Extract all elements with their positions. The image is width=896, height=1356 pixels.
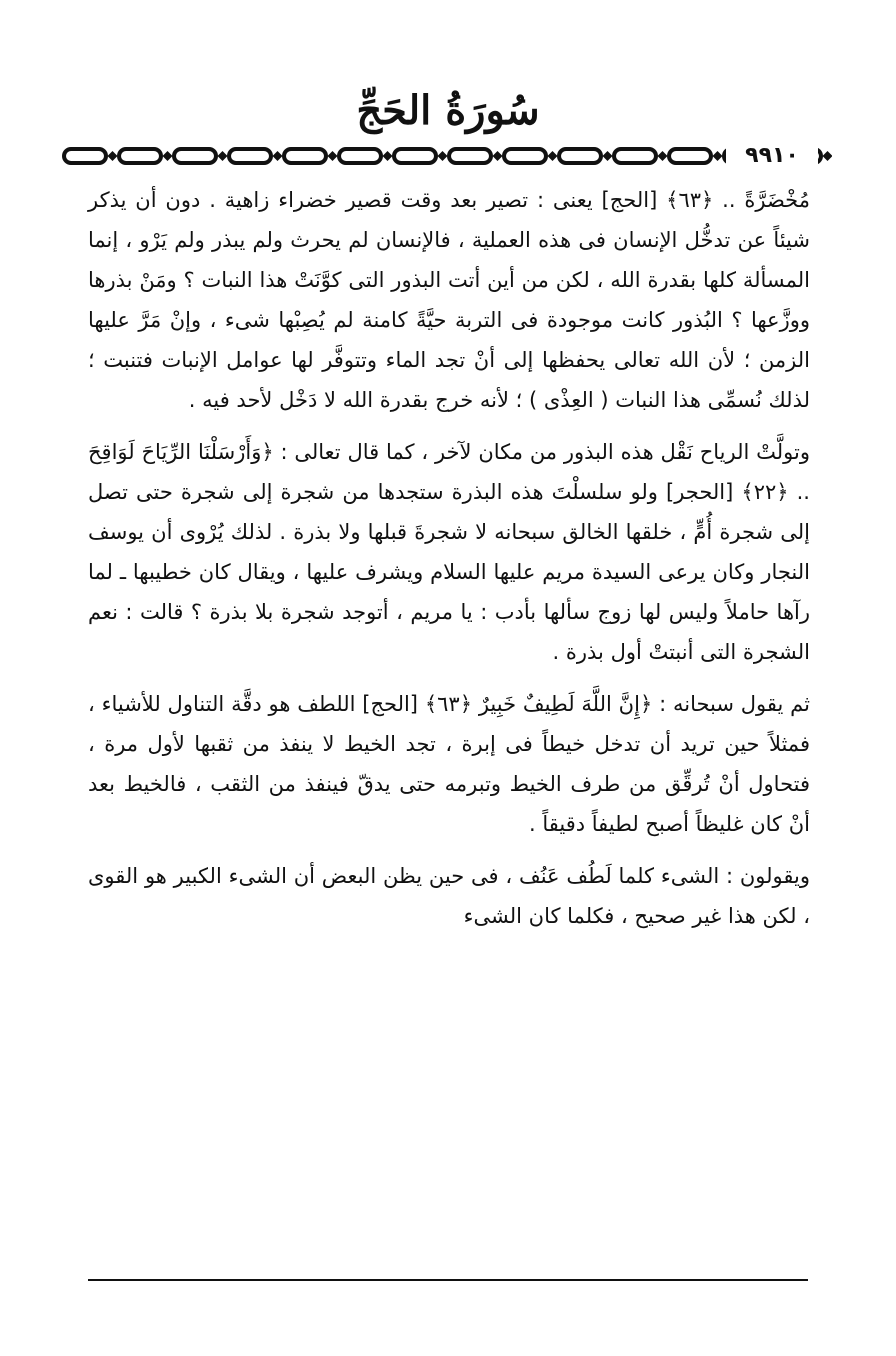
chain-link <box>174 149 216 163</box>
chain-diamond <box>823 151 833 161</box>
body-text <box>88 180 810 936</box>
chain-link <box>394 149 436 163</box>
paragraph-4: ويقولون : الشىء كلما لَطُف عَنُف ، فى حين يظن البعض أن الشىء الكبير هو القوى ، لكن هذا غير صحيح ، فكلما كان الشىء <box>88 864 810 928</box>
chain-diamond <box>383 151 393 161</box>
paragraph-1: مُخْضَرَّةً .. ﴿٦٣﴾ [الحج] يعنى : تصير بعد وقت قصير خضراء زاهية . دون أن يذكر شيئاً عن تدخُّل الإنسان فى هذه العملية ، فالإنسان لم يحرث ولم يبذر ولم يَرْو ، إنما المسألة كلها بقدرة الله ، لكن من أين أتت البذور التى كوَّنَتْ هذا النبات ؟ ومَنْ بذرها ووزَّعها ؟ البُذور كانت موجودة فى التربة حيَّةً كامنة لم يُصِبْها شىء ، وإنْ مَرَّ عليها الزمن ؛ لأن الله تعالى يحفظها إلى أنْ تجد الماء وتتوفَّر لها عوامل الإنبات فتنبت ؛ لذلك نُسمِّى هذا النبات ( العِذْى ) ؛ لأنه خرج بقدرة الله لا دَخْل لأحد فيه . <box>88 188 810 412</box>
chain-diamond <box>713 151 723 161</box>
chain-link <box>119 149 161 163</box>
chain-link <box>64 149 106 163</box>
chain-diamond <box>493 151 503 161</box>
chain-diamond <box>108 151 118 161</box>
chain-diamond <box>658 151 668 161</box>
paragraph-3: ثم يقول سبحانه : ﴿إِنَّ اللَّهَ لَطِيفٌ خَبِيرٌ ﴿٦٣﴾ [الحج] اللطف هو دقَّة التناول للأشياء ، فمثلاً حين تريد أن تدخل خيطاً فى إبرة ، تجد الخيط لا ينفذ من ثقبها لأول مرة ، فتحاول أنْ تُرقِّق من طرف الخيط وتبرمه حتى يدقّ فينفذ من الثقب ، فالخيط بعد أنْ كان غليظاً أصبح لطيفاً دقيقاً . <box>88 692 810 836</box>
chain-link <box>229 149 271 163</box>
chain-diamond <box>273 151 283 161</box>
decorative-chain-border <box>62 141 832 171</box>
chain-link <box>339 149 381 163</box>
paragraph-2: وتولَّتْ الرياح نَقْل هذه البذور من مكان لآخر ، كما قال تعالى : ﴿وَأَرْسَلْنَا الرِّيَاحَ لَوَاقِحَ .. ﴿٢٢﴾ [الحجر] ولو سلسلْتَ هذه البذرة ستجدها من شجرة إلى شجرة حتى تصل إلى شجرة أُمٍّ ، خلقها الخالق سبحانه لا شجرةَ قبلها ولا بذرة . لذلك يُرْوى أن يوسف النجار وكان يرعى السيدة مريم عليها السلام ويشرف عليها ، ويقال كان خطيبها ـ لما رآها حاملاً وليس لها زوج سألها بأدب : يا مريم ، أتوجد شجرة بلا بذرة ؟ قالت : نعم الشجرة التى أنبتتْ أول بذرة . <box>88 440 810 664</box>
chain-diamond <box>328 151 338 161</box>
bottom-rule <box>88 1279 808 1281</box>
chain-ornament <box>62 141 832 171</box>
chain-diamond <box>603 151 613 161</box>
chain-diamond <box>163 151 173 161</box>
chain-link <box>449 149 491 163</box>
chain-diamond <box>548 151 558 161</box>
chain-link <box>559 149 601 163</box>
chain-link <box>284 149 326 163</box>
chain-diamond <box>218 151 228 161</box>
chain-link <box>669 149 711 163</box>
page-number: ٩٩١٠ <box>726 142 818 170</box>
chain-link <box>614 149 656 163</box>
chain-link <box>504 149 546 163</box>
surah-title: سُورَةُ الحَجِّ <box>356 87 540 134</box>
chain-diamond <box>438 151 448 161</box>
